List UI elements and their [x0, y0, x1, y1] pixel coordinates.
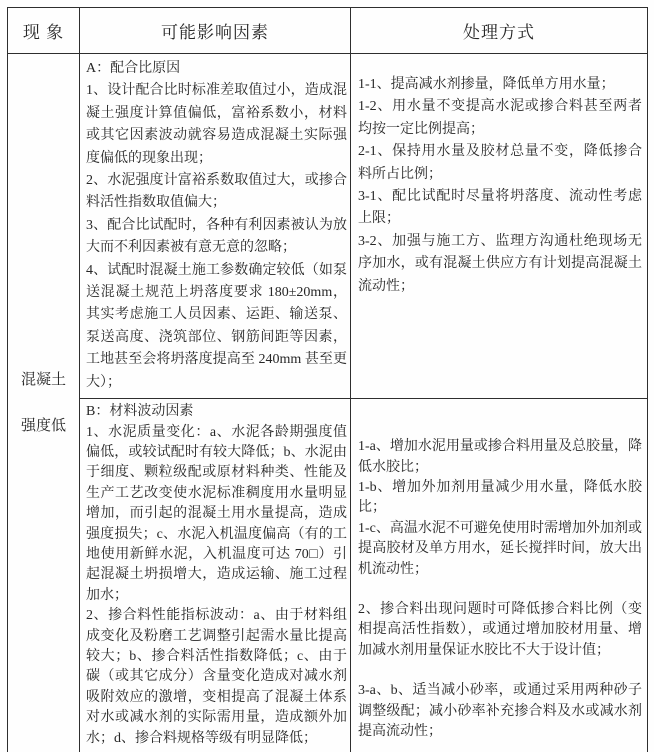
- paragraph: 1-1、提高减水剂掺量，降低单方用水量；: [358, 77, 615, 92]
- paragraph: 1-c、高温水泥不可避免使用时需增加外加剂或提高胶材及单方用水，延长搅拌时间，放大出机流动性；: [358, 520, 642, 577]
- header-factors: 可能影响因素: [80, 8, 351, 54]
- concrete-strength-table: [7, 7, 648, 752]
- paragraph: 3-2、加强与施工方、监理方沟通杜绝现场无序加水，或有混凝土供应方有计划提高混凝土流动性；: [358, 233, 642, 294]
- table-header-row: [8, 8, 648, 54]
- paragraph: 2、掺合料性能指标波动：a、由于材料组成变化及粉磨工艺调整引起需水量比提高较大；b、掺合料活性指数降低；c、由于碳（或其它成分）含量变化造成对减水剂吸附效应的激增，变相提高了混凝土体系对水或减水剂的实际需用量，造成额外加水；d、掺合料规格等级有明显降低；: [86, 608, 347, 746]
- paragraph: 3、配合比试配时，各种有利因素被认为放大而不利因素被有意无意的忽略；: [86, 217, 347, 256]
- table-row-b: [8, 399, 648, 752]
- header-phenomenon: 现 象: [8, 8, 80, 54]
- paragraph: A：配合比原因: [86, 61, 181, 76]
- cell-treatments-b: [351, 399, 648, 752]
- paragraph: 1-2、用水量不变提高水泥或掺合料甚至两者均按一定比例提高；: [358, 99, 642, 137]
- paragraph: 4、试配时混凝土施工参数确定较低（如泵送混凝土规范上坍落度要求 180±20mm，其实考虑施工人员因素、运距、输送泵、泵送高度、浇筑部位、钢筋间距等因素，工地甚至会将坍落度提高至 240mm 甚至更大）；: [86, 262, 347, 390]
- paragraph: 3-1、配比试配时尽量将坍落度、流动性考虑上限；: [358, 189, 642, 227]
- phenomenon-line-1: 混凝土: [20, 372, 66, 388]
- paragraph: 2、水泥强度计富裕系数取值过大，或掺合料活性指数取值偏大；: [86, 173, 347, 211]
- cell-factors-b: [80, 399, 351, 752]
- paragraph: B：材料波动因素: [86, 404, 194, 420]
- paragraph: 3-a、b、适当减小砂率，或通过采用两种砂子调整级配；减小砂率补充掺合料及水或减水剂提高流动性；: [358, 683, 642, 739]
- cell-factors-a: [80, 54, 351, 399]
- paragraph: 2-1、保持用水量及胶材总量不变，降低掺合料所占比例；: [358, 144, 642, 182]
- paragraph: 2、掺合料出现问题时可降低掺合料比例（变相提高活性指数），或通过增加胶材用量、增加减水剂用量保证水胶比不大于设计值；: [358, 601, 642, 658]
- paragraph: 1-a、增加水泥用量或掺合料用量及总胶量，降低水胶比；: [358, 439, 642, 475]
- table-row-a: [8, 54, 648, 399]
- paragraph: 1、设计配合比时标准差取值过小，造成混凝土强度计算值偏低，富裕系数小，材料或其它因素波动就容易造成混凝土实际强度偏低的现象出现；: [86, 83, 347, 166]
- paragraph: [358, 661, 642, 681]
- cell-treatments-a: [351, 54, 648, 399]
- phenomenon-line-2: 强度低: [20, 417, 66, 434]
- paragraph: 1-b、增加外加剂用量减少用水量，降低水胶比；: [358, 479, 642, 516]
- paragraph: 1、水泥质量变化：a、水泥各龄期强度值偏低，或较试配时有较大降低；b、水泥由于细度、颗粒级配或原材料种类、性能及生产工艺改变使水泥标准稠度用水量明显增加，而引起的混凝土用水量提高，造成强度损失；c、水泥入机温度偏高（有的工地使用新鲜水泥，入机温度可达 70□）引起混凝土坍损增大，造成运输、施工过程加水；: [86, 424, 347, 603]
- cell-phenomenon: [8, 54, 80, 752]
- paragraph: [358, 580, 642, 600]
- header-treatment: 处理方式: [351, 8, 648, 54]
